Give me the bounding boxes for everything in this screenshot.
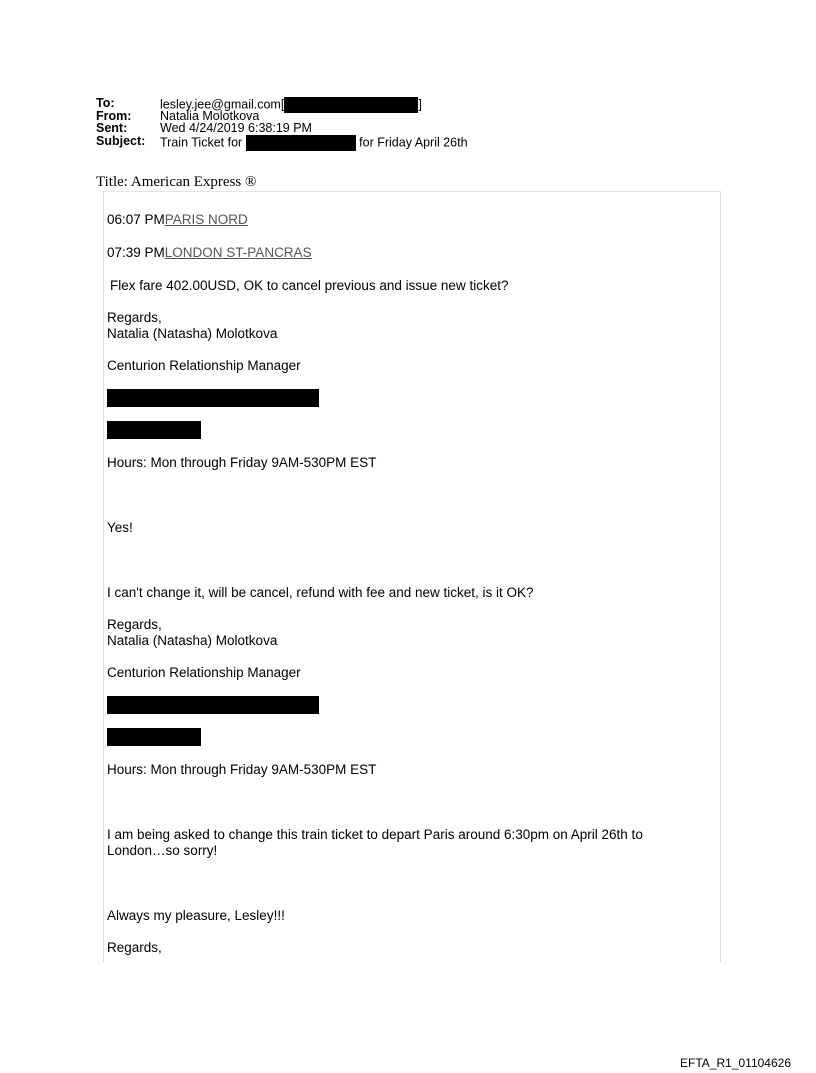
hours-text: Hours: Mon through Friday 9AM-530PM EST	[107, 762, 377, 777]
reply-yes: Yes!	[107, 520, 133, 535]
departure-station-link[interactable]: PARIS NORD	[164, 212, 248, 227]
redaction-block	[246, 135, 356, 151]
departure-line	[107, 212, 248, 227]
regards-text: Regards,	[107, 310, 162, 325]
to-value: lesley.jee@gmail.com[	[160, 97, 285, 112]
subject-suffix: for Friday April 26th	[359, 134, 468, 149]
regards-text: Regards,	[107, 940, 162, 955]
signature-role: Centurion Relationship Manager	[107, 665, 301, 680]
arrival-line	[107, 245, 312, 260]
document-id: EFTA_R1_01104626	[680, 1056, 791, 1070]
flex-fare-text: Flex fare 402.00USD, OK to cancel previous and issue new ticket?	[110, 278, 509, 293]
signature-role: Centurion Relationship Manager	[107, 358, 301, 373]
subject-label: Subject:	[96, 133, 146, 148]
subject-prefix: Train Ticket for	[160, 134, 243, 149]
to-close: ]	[418, 97, 422, 112]
hours-text: Hours: Mon through Friday 9AM-530PM EST	[107, 455, 377, 470]
redaction-block	[107, 389, 319, 407]
arrival-station-link[interactable]: LONDON ST-PANCRAS	[164, 245, 312, 260]
pleasure-text: Always my pleasure, Lesley!!!	[107, 908, 285, 923]
redaction-block	[284, 97, 418, 113]
regards-text: Regards,	[107, 617, 162, 632]
signature-name: Natalia (Natasha) Molotkova	[107, 633, 278, 648]
cancel-question: I can't change it, will be cancel, refund with fee and new ticket, is it OK?	[107, 585, 534, 600]
from-label: From:	[96, 108, 132, 123]
sent-label: Sent:	[96, 121, 128, 135]
departure-time: 06:07 PM	[107, 212, 165, 227]
page-title: Title: American Express ®	[96, 174, 257, 190]
redaction-block	[107, 696, 319, 714]
signature-name: Natalia (Natasha) Molotkova	[107, 326, 278, 341]
to-label: To:	[96, 96, 115, 110]
redaction-block	[107, 728, 201, 746]
arrival-time: 07:39 PM	[107, 245, 165, 260]
request-text-line2: London…so sorry!	[107, 843, 218, 858]
from-value: Natalia Molotkova	[160, 108, 260, 123]
redaction-block	[107, 421, 201, 439]
request-text-line1: I am being asked to change this train ticket to depart Paris around 6:30pm on April 26th to	[107, 827, 643, 842]
sent-value: Wed 4/24/2019 6:38:19 PM	[160, 121, 312, 135]
